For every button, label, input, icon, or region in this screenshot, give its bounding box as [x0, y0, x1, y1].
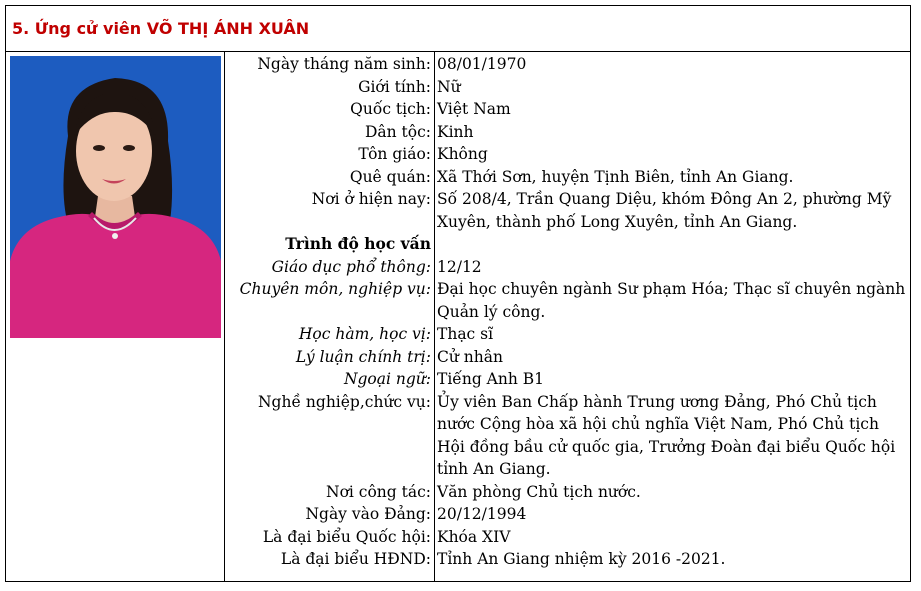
value-hometown: Xã Thới Sơn, huyện Tịnh Biên, tỉnh An Giang.: [437, 167, 794, 186]
candidate-portrait: [10, 56, 221, 338]
value-nationality: Việt Nam: [437, 100, 511, 118]
label-political-theory: Lý luận chính trị:: [295, 347, 431, 366]
photo-column: [6, 52, 225, 581]
value-national-assembly-delegate: Khóa XIV: [437, 527, 511, 546]
value-party-join-date: 20/12/1994: [437, 505, 527, 523]
label-academic-degree: Học hàm, học vị:: [298, 325, 431, 343]
label-national-assembly-delegate: Là đại biểu Quốc hội:: [262, 527, 431, 546]
value-occupation-position: Ủy viên Ban Chấp hành Trung ương Đảng, Phó Chủ tịch nước Cộng hòa xã hội chủ nghĩa Việt Nam, Phó Chủ tịch Hội đồng bầu cử quốc gia, Trưởng Đoàn đại biểu Quốc hội tỉnh An Giang.: [437, 392, 896, 478]
value-religion: Không: [437, 145, 488, 163]
value-birthdate: 08/01/1970: [437, 55, 527, 73]
value-foreign-language: Tiếng Anh B1: [437, 370, 545, 388]
value-academic-degree: Thạc sĩ: [437, 325, 494, 343]
value-workplace: Văn phòng Chủ tịch nước.: [437, 482, 641, 501]
label-party-join-date: Ngày vào Đảng:: [305, 505, 431, 523]
candidate-title: 5. Ứng cử viên VÕ THỊ ÁNH XUÂN: [12, 19, 310, 38]
label-gender: Giới tính:: [358, 77, 431, 96]
title-row: [6, 6, 910, 52]
label-people-council-delegate: Là đại biểu HĐND:: [280, 550, 431, 568]
label-workplace: Nơi công tác:: [326, 482, 431, 501]
column-divider: [434, 52, 435, 581]
label-residence: Nơi ở hiện nay:: [311, 190, 431, 208]
candidate-card: [5, 5, 911, 582]
value-residence: Số 208/4, Trần Quang Diệu, khóm Đông An 2, phường Mỹ Xuyên, thành phố Long Xuyên, tỉnh An Giang.: [437, 190, 892, 231]
label-general-education: Giáo dục phổ thông:: [271, 257, 431, 276]
value-gender: Nữ: [437, 77, 461, 96]
label-ethnicity: Dân tộc:: [364, 122, 431, 141]
value-general-education: 12/12: [437, 257, 482, 276]
label-religion: Tôn giáo:: [358, 145, 431, 163]
label-birthdate: Ngày tháng năm sinh:: [257, 55, 431, 73]
value-political-theory: Cử nhân: [437, 347, 503, 366]
value-specialization: Đại học chuyên ngành Sư phạm Hóa; Thạc sĩ chuyên ngành Quản lý công.: [437, 280, 906, 321]
label-specialization: Chuyên môn, nghiệp vụ:: [239, 280, 431, 298]
label-education-heading: Trình độ học vấn: [285, 234, 431, 253]
label-foreign-language: Ngoại ngữ:: [343, 370, 431, 388]
label-occupation-position: Nghề nghiệp,chức vụ:: [257, 392, 431, 411]
value-ethnicity: Kinh: [437, 122, 474, 141]
label-hometown: Quê quán:: [349, 167, 431, 186]
portrait-illustration: [10, 56, 221, 338]
value-people-council-delegate: Tỉnh An Giang nhiệm kỳ 2016 -2021.: [437, 550, 726, 568]
label-nationality: Quốc tịch:: [350, 100, 431, 118]
